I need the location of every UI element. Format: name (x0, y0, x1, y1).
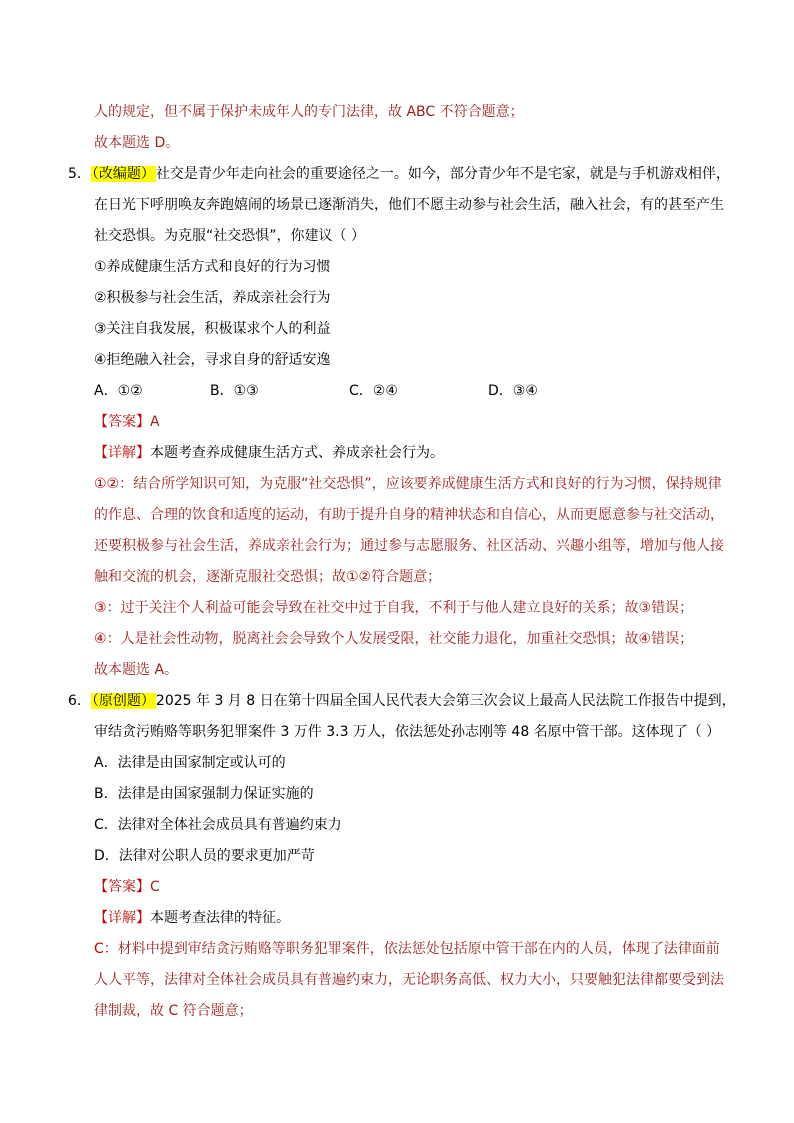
explanation-marker: ④ (94, 631, 107, 647)
explanation-1-line3: 还要积极参与社会生活，养成亲社会行为；通过参与志愿服务、社区活动、兴趣小组等，增加与他人接 (94, 538, 724, 554)
explanation-text: ：人是社会性动物，脱离社会会导致个人发展受限，社交能力退化，加重社交恐惧；故④错误； (106, 631, 694, 647)
question-source-tag: （改编题） (91, 166, 155, 182)
detail-label: 【详解】 (94, 445, 150, 461)
option-b: B．法律是由国家强制力保证实施的 (94, 786, 314, 802)
question-5-stem-line2: 在日光下呼朋唤友奔跑嬉闹的场景已逐渐消失，他们不愿主动参与社会生活，融入社会，有的甚至产生 (94, 197, 724, 213)
detail-row (94, 908, 290, 928)
answer-row (94, 412, 160, 432)
statement-4: ④拒绝融入社会，寻求自身的舒适安逸 (94, 352, 331, 368)
option-a: A．法律是由国家制定或认可的 (94, 755, 286, 771)
explanation-text: ：结合所学知识可知，为克服“社交恐惧”，应该要养成健康生活方式和良好的行为习惯，保持规律 (119, 476, 722, 492)
option-b: B．①③ (210, 383, 259, 399)
option-c: C．②④ (349, 383, 398, 399)
answer-label: 【答案】 (94, 879, 150, 895)
question-5-stem-line1 (68, 164, 730, 184)
answer-value: A (150, 414, 160, 430)
prev-explanation-line: 人的规定，但不属于保护未成年人的专门法律，故 ABC 不符合题意； (94, 104, 524, 120)
conclusion: 故本题选 A。 (94, 662, 179, 678)
question-number: 5． (68, 166, 91, 182)
explanation-1-line2: 的作息、合理的饮食和适度的运动，有助于提升自身的精神状态和自信心，从而更愿意参与社交活动， (94, 507, 724, 523)
answer-row (94, 877, 160, 897)
explanation-text: ：材料中提到审结贪污贿赂等职务犯罪案件，依法惩处包括原中管干部在内的人员，体现了法律面前 (103, 941, 720, 957)
question-stem-text: 2025 年 3 月 8 日在第十四届全国人民代表大会第三次会议上最高人民法院工作报告中提到， (155, 693, 736, 709)
statement-2: ②积极参与社会生活，养成亲社会行为 (94, 290, 331, 306)
question-6-stem-line1 (68, 691, 736, 711)
question-5-stem-line3: 社交恐惧。为克服“社交恐惧”，你建议（ ） (94, 228, 365, 244)
statement-3: ③关注自我发展，积极谋求个人的利益 (94, 321, 331, 337)
option-a: A．①② (94, 383, 143, 399)
explanation-2 (94, 598, 693, 618)
explanation-1-line1 (94, 939, 720, 959)
statement-1: ①养成健康生活方式和良好的行为习惯 (94, 259, 331, 275)
detail-label: 【详解】 (94, 910, 150, 926)
explanation-1-line1 (94, 474, 722, 494)
explanation-marker: C (94, 941, 104, 957)
option-d: D．③④ (488, 383, 538, 399)
question-source-tag: （原创题） (91, 693, 155, 709)
question-number: 6． (68, 693, 91, 709)
explanation-3 (94, 629, 693, 649)
explanation-1-line2: 人人平等，法律对全体社会成员具有普遍约束力，无论职务高低、权力大小，只要触犯法律都要受到法 (94, 972, 724, 988)
question-stem-text: 社交是青少年走向社会的重要途径之一。如今，部分青少年不是宅家，就是与手机游戏相伴， (155, 166, 730, 182)
detail-row (94, 443, 444, 463)
explanation-marker: ①② (94, 476, 120, 492)
answer-label: 【答案】 (94, 414, 150, 430)
question-6-stem-line2: 审结贪污贿赂等职务犯罪案件 3 万件 3.3 万人，依法惩处孙志刚等 48 名原中管干部。这体现了（ ） (94, 724, 721, 740)
explanation-text: ：过于关注个人利益可能会导致在社交中过于自我，不利于与他人建立良好的关系；故③错误； (106, 600, 694, 616)
prev-conclusion: 故本题选 D。 (94, 135, 180, 151)
detail-text: 本题考查法律的特征。 (150, 910, 290, 926)
detail-text: 本题考查养成健康生活方式、养成亲社会行为。 (150, 445, 444, 461)
answer-value: C (150, 879, 160, 895)
option-d: D．法律对公职人员的要求更加严苛 (94, 848, 315, 864)
option-c: C．法律对全体社会成员具有普遍约束力 (94, 817, 342, 833)
explanation-1-line3: 律制裁，故 C 符合题意； (94, 1003, 253, 1019)
explanation-marker: ③ (94, 600, 107, 616)
explanation-1-line4: 触和交流的机会，逐渐克服社交恐惧；故①②符合题意； (94, 569, 442, 585)
